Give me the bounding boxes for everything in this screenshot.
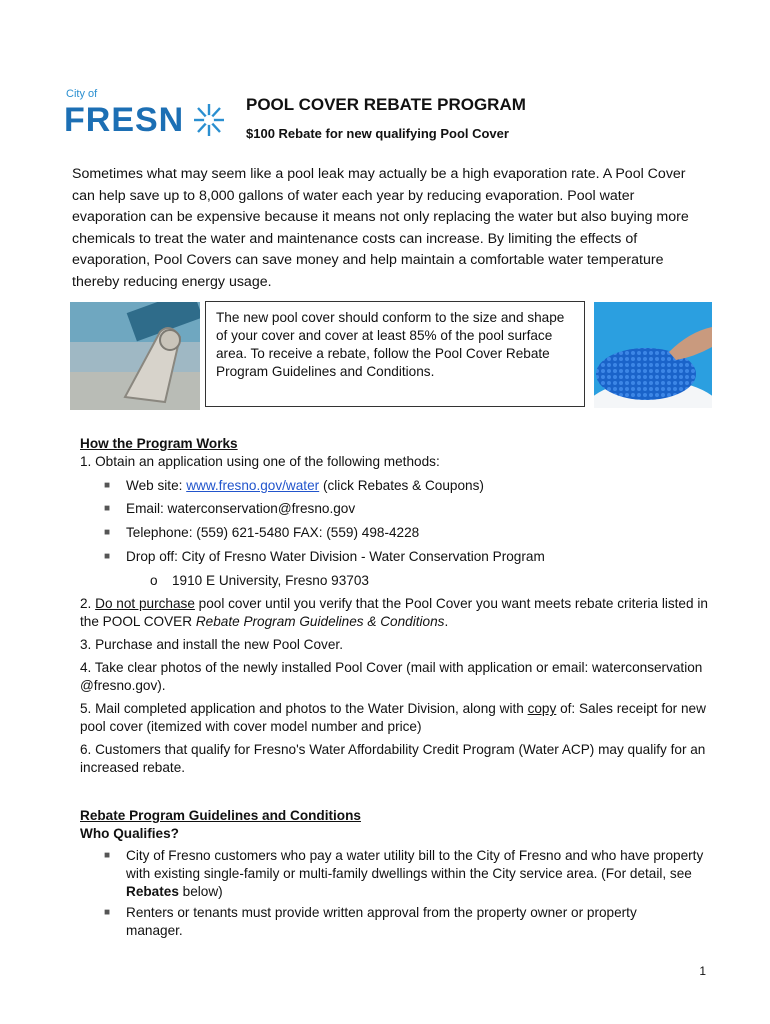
intro-paragraph: Sometimes what may seem like a pool leak may actually be a high evaporation rate. A Pool Cover can help save up to 8,000 gallons of water each year by reducing evaporation. Pool water evaporation can be expensive because it means not only replacing the water but also buying more chemicals to treat the water and maintenance costs can increase. By limiting the effects of evaporation, Pool Covers can save money and help maintain a comfortable water temperature thereby reducing energy usage.: [72, 166, 689, 290]
guidelines-heading-text: Rebate Program Guidelines and Conditions: [80, 808, 361, 823]
step-6: 6. Customers that qualify for Fresno's Water Affordability Credit Program (Water ACP) may qualify for an increased rebate.: [80, 742, 706, 775]
qualify-bullet-2: [80, 904, 710, 940]
solar-cover-photo: [594, 302, 712, 408]
page-subtitle: $100 Rebate for new qualifying Pool Cover: [246, 126, 509, 141]
bullet-marker: ■: [104, 527, 111, 538]
step-5: [80, 700, 710, 736]
coverage-note-box: The new pool cover should conform to the size and shape of your cover and cover at least 85% of the pool surface area. To receive a rebate, follow the Pool Cover Rebate Program Guidelines and Conditions.: [205, 301, 585, 407]
step-4: 4. Take clear photos of the newly installed Pool Cover (mail with application or email: waterconservation @fresno.gov).: [80, 660, 703, 693]
bullet-marker: ■: [104, 480, 111, 491]
step-5-copy: copy: [527, 701, 557, 716]
step-5-receipt: of: Sales receipt for new pool cover (itemized with cover model number and price): [80, 701, 706, 734]
step-2-warning: Do not purchase: [95, 596, 195, 611]
who-qualifies-heading: Who Qualifies?: [80, 826, 179, 841]
method-website: [80, 477, 710, 495]
dropoff-text: Drop off: City of Fresno Water Division - Water Conservation Program: [126, 549, 545, 564]
sub-bullet-marker: o: [150, 573, 158, 588]
phone-text: Telephone: (559) 621-5480 FAX: (559) 498-4228: [126, 525, 420, 540]
how-heading-text: How the Program Works: [80, 436, 238, 451]
bullet-marker: ■: [104, 850, 111, 861]
website-link[interactable]: www.fresno.gov/water: [186, 478, 320, 493]
method-email: [80, 500, 710, 518]
step-2: [80, 595, 710, 631]
pool-reel-photo: [70, 302, 200, 410]
how-heading: [80, 435, 710, 453]
step-5-text: 5. Mail completed application and photos to the Water Division, along with: [80, 701, 528, 716]
page-number: 1: [699, 964, 706, 978]
qualify-text-end: below): [178, 884, 223, 899]
logo-city-of: City of: [66, 88, 98, 100]
logo-wordmark: FRESN: [64, 101, 185, 139]
qualify-bullet-1-text: [126, 847, 706, 901]
guidelines-heading: [80, 807, 710, 825]
step-2-text: pool cover until you verify that the Pool Cover you want meets rebate criteria listed in the POOL COVER: [80, 596, 708, 629]
page-title: POOL COVER REBATE PROGRAM: [246, 95, 526, 114]
rebates-ref: Rebates: [126, 884, 179, 899]
email-text: Email: waterconservation@fresno.gov: [126, 501, 356, 516]
website-label: Web site:: [126, 478, 187, 493]
step-3: 3. Purchase and install the new Pool Cover.: [80, 637, 343, 652]
step-2-guidelines-ref: Rebate Program Guidelines & Conditions: [195, 614, 445, 629]
sun-burst-icon: [192, 102, 226, 138]
qualify-bullet-2-text: Renters or tenants must provide written approval from the property owner or property manager.: [126, 905, 637, 938]
city-logo: [64, 88, 224, 140]
qualify-bullet-1: [80, 847, 710, 901]
bullet-marker: ■: [104, 503, 111, 514]
step-2-number: 2.: [80, 596, 96, 611]
method-dropoff: [80, 548, 710, 566]
step-1: 1. Obtain an application using one of the following methods:: [80, 454, 440, 469]
step-2-end: .: [444, 614, 449, 629]
bullet-marker: ■: [104, 907, 111, 918]
method-phone: [80, 524, 710, 542]
address-text: 1910 E University, Fresno 93703: [172, 573, 369, 588]
website-hint: (click Rebates & Coupons): [319, 478, 484, 493]
dropoff-address: [80, 572, 710, 590]
bullet-marker: ■: [104, 551, 111, 562]
qualify-text: City of Fresno customers who pay a water utility bill to the City of Fresno and who have property with existing single-family or multi-family dwellings within the City service area. (For detail, see: [126, 848, 704, 881]
